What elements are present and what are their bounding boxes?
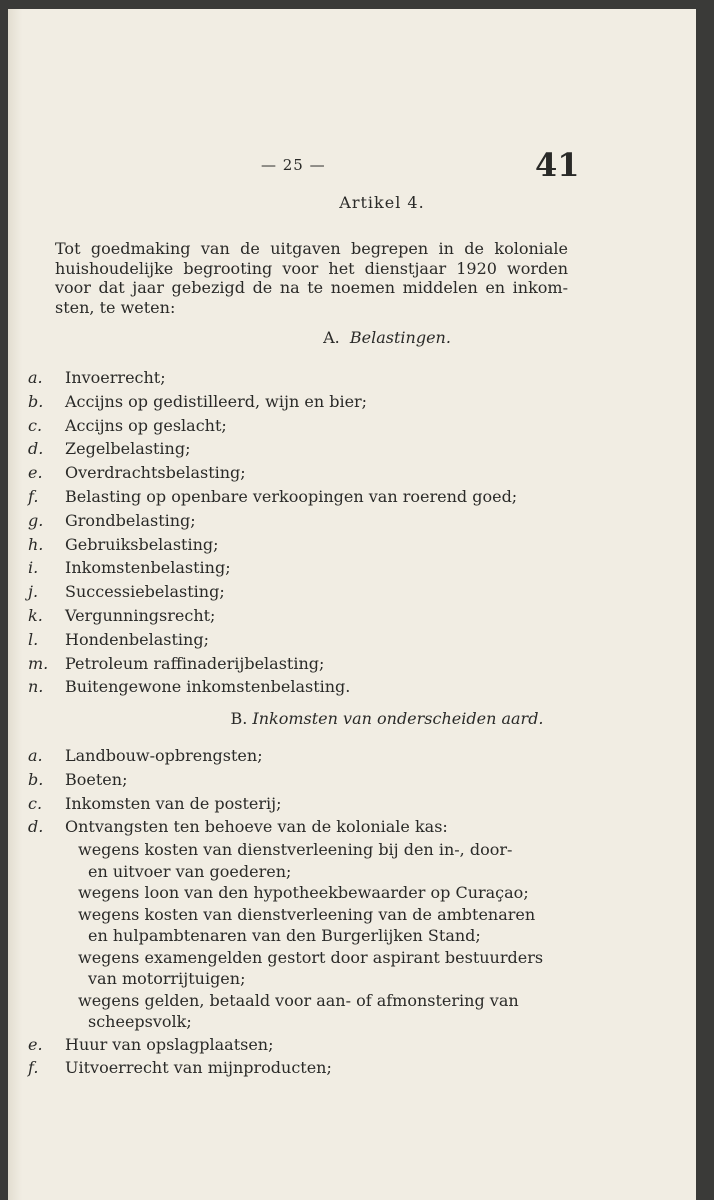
list-item — [28, 390, 568, 414]
sub-item — [78, 882, 568, 904]
intro-line: huishoudelijke begrooting voor het dienstjaar 1920 worden — [55, 258, 568, 278]
item-text: Petroleum raffinaderijbelasting; — [65, 653, 325, 673]
list-item — [28, 366, 568, 390]
section-a-list — [28, 366, 568, 699]
sub-item — [78, 904, 568, 947]
item-text: Vergunningsrecht; — [65, 605, 216, 625]
item-text: Ontvangsten ten behoeve van de koloniale kas: — [65, 817, 448, 837]
sub-item — [78, 947, 568, 990]
list-item — [28, 768, 568, 792]
item-text: Accijns op geslacht; — [65, 415, 227, 435]
item-label: m. — [28, 653, 49, 673]
sub-item-line: wegens kosten van dienstverleening bij den in-, door- — [78, 840, 513, 860]
item-text: Grondbelasting; — [65, 510, 196, 530]
list-item — [28, 744, 568, 768]
item-text: Inkomstenbelasting; — [65, 558, 231, 578]
list-item — [28, 628, 568, 652]
sub-item-line: en hulpambtenaren van den Burgerlijken Stand; — [88, 926, 481, 946]
item-label: a. — [28, 368, 43, 387]
sub-item-line: scheepsvolk; — [88, 1012, 192, 1032]
item-text: Overdrachtsbelasting; — [65, 463, 246, 483]
item-text: Gebruiksbelasting; — [65, 534, 219, 554]
page-header — [8, 146, 696, 192]
item-text: Boeten; — [65, 769, 128, 789]
item-label: e. — [28, 1034, 43, 1054]
list-item — [28, 414, 568, 438]
section-a-letter: A. — [323, 328, 340, 347]
intro-paragraph — [55, 239, 568, 317]
item-label: l. — [28, 629, 39, 649]
item-text: Zegelbelasting; — [65, 439, 191, 459]
item-text: Landbouw-opbrengsten; — [65, 746, 263, 765]
section-a-title: Belastingen. — [349, 328, 451, 347]
list-item — [28, 675, 568, 699]
list-item — [28, 652, 568, 676]
item-label: f. — [28, 1058, 39, 1078]
item-label: d. — [28, 439, 44, 459]
section-b-list — [28, 744, 568, 1080]
list-item — [28, 604, 568, 628]
list-item — [28, 1033, 568, 1057]
list-item — [28, 580, 568, 604]
sub-item — [78, 839, 568, 882]
item-label: c. — [28, 415, 43, 435]
item-text: Belasting op openbare verkoopingen van roerend goed; — [65, 486, 518, 506]
list-item — [28, 533, 568, 557]
document-page — [8, 9, 696, 1200]
item-label: j. — [28, 582, 39, 602]
section-b-title: Inkomsten van onderscheiden aard. — [252, 709, 544, 728]
item-label: n. — [28, 677, 44, 697]
item-label: b. — [28, 769, 44, 789]
intro-line: voor dat jaar gebezigd de na te noemen middelen en inkom- — [55, 278, 568, 297]
item-label: g. — [28, 510, 44, 530]
item-text: Huur van opslagplaatsen; — [65, 1034, 274, 1054]
item-label: a. — [28, 746, 43, 765]
sub-item-line: wegens kosten van dienstverleening van de ambtenaren — [78, 904, 536, 924]
list-item — [28, 461, 568, 485]
list-item — [28, 792, 568, 816]
item-text: Successiebelasting; — [65, 582, 225, 602]
item-label: f. — [28, 486, 39, 506]
item-text: Buitengewone inkomstenbelasting. — [65, 677, 351, 697]
sub-item-line: van motorrijtuigen; — [88, 969, 246, 989]
sub-item-line: wegens gelden, betaald voor aan- of afmonstering van — [78, 990, 519, 1010]
sub-item-line: wegens loon van den hypotheekbewaarder op Curaçao; — [78, 883, 529, 903]
sub-item — [78, 990, 568, 1033]
item-text: Uitvoerrecht van mijnproducten; — [65, 1058, 332, 1078]
list-item — [28, 437, 568, 461]
article-title: Artikel 4. — [339, 193, 425, 212]
sub-item-line: wegens examengelden gestort door aspirant bestuurders — [78, 947, 544, 967]
section-b-letter: B. — [230, 709, 248, 728]
list-item — [28, 556, 568, 580]
item-label: k. — [28, 605, 43, 625]
item-label: e. — [28, 463, 43, 483]
list-item — [28, 485, 568, 509]
list-item — [28, 815, 568, 839]
page-number: — 25 — — [261, 156, 326, 174]
item-text: Inkomsten van de posterij; — [65, 793, 282, 813]
intro-line: sten, te weten: — [55, 297, 176, 317]
section-b-heading — [8, 709, 696, 728]
intro-line: Tot goedmaking van de uitgaven begrepen in de koloniale — [55, 239, 568, 258]
item-label: h. — [28, 534, 44, 554]
item-text: Hondenbelasting; — [65, 629, 209, 649]
item-label: b. — [28, 391, 44, 411]
item-text: Invoerrecht; — [65, 368, 166, 387]
stamped-page-number: 41 — [535, 146, 580, 184]
item-text: Accijns op gedistilleerd, wijn en bier; — [65, 391, 368, 411]
sub-item-list — [28, 839, 568, 1033]
section-a-heading — [8, 328, 696, 347]
sub-item-line: en uitvoer van goederen; — [88, 861, 292, 881]
item-label: i. — [28, 558, 39, 578]
item-label: d. — [28, 817, 44, 837]
list-item — [28, 1056, 568, 1080]
item-label: c. — [28, 793, 43, 813]
list-item — [28, 509, 568, 533]
